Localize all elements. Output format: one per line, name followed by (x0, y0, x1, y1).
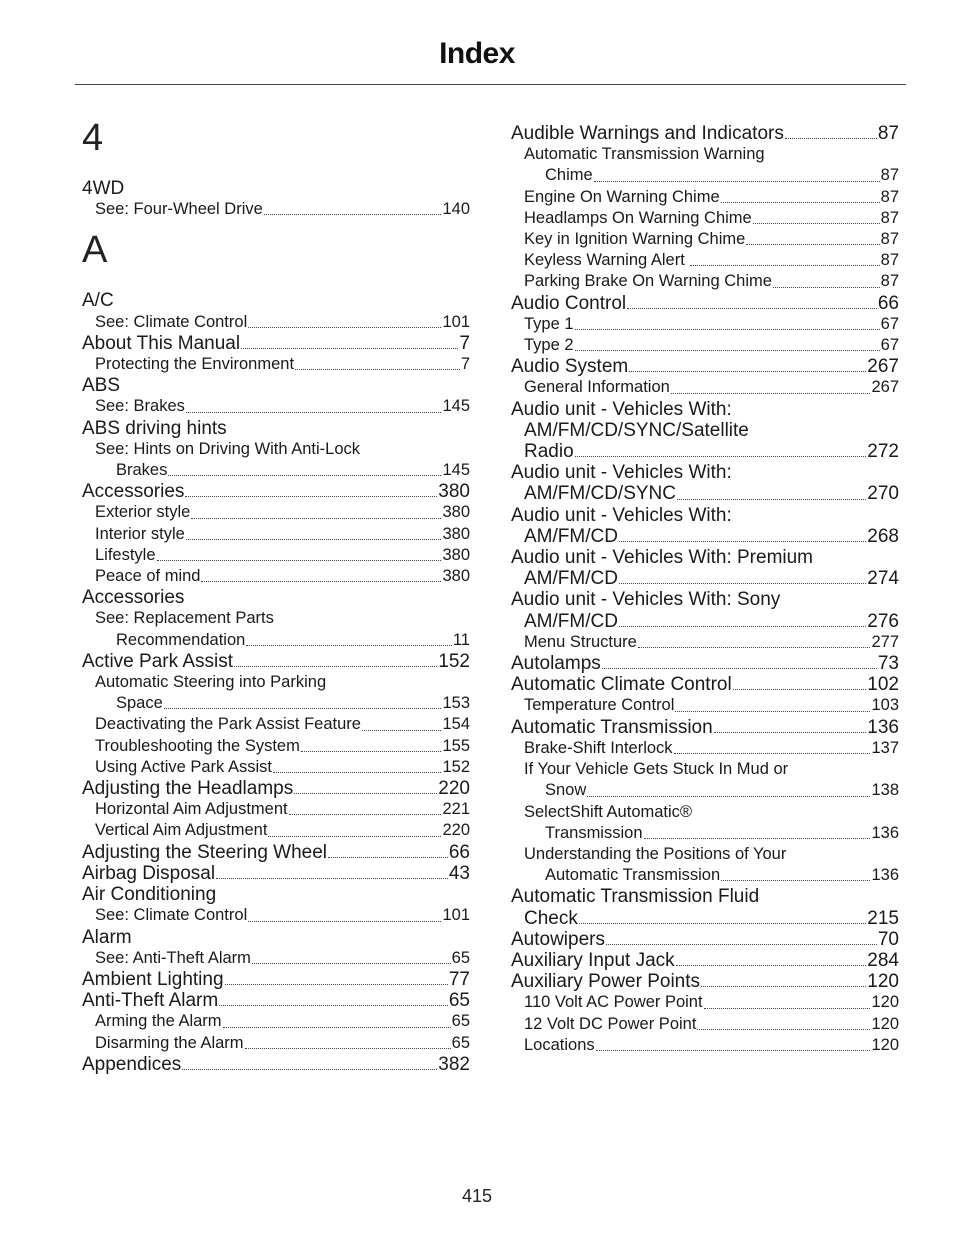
index-entry-accessories: Accessories 380 (82, 481, 470, 503)
index-subentry-brake-shift: Brake-Shift Interlock 137 (511, 738, 899, 759)
index-subentry-arming: Arming the Alarm 65 (82, 1011, 470, 1032)
index-subentry-lifestyle: Lifestyle 380 (82, 545, 470, 566)
index-subentry-4wd-see: See: Four-Wheel Drive 140 (82, 199, 470, 220)
page-ref: 87 (880, 187, 899, 206)
page-ref: 73 (877, 653, 899, 675)
page-ref: 67 (880, 314, 899, 333)
page-ref: 120 (871, 1014, 899, 1033)
page-ref: 136 (867, 716, 899, 738)
page-ref: 87 (880, 272, 899, 291)
index-subentry-12-volt: 12 Volt DC Power Point 120 (511, 1014, 899, 1035)
page-ref: 77 (448, 968, 470, 990)
index-subentry-peace-of-mind: Peace of mind 380 (82, 566, 470, 587)
page-ref: 65 (451, 948, 470, 967)
index-subentry-vertical-aim: Vertical Aim Adjustment 220 (82, 820, 470, 841)
index-subentry-ats-warning: Automatic Transmission Warning Chime 87 (511, 144, 899, 186)
index-entry-audio-unit-premium: Audio unit - Vehicles With: Premium AM/FM/CD 274 (511, 547, 899, 590)
index-entry-anti-theft-alarm: Anti-Theft Alarm 65 (82, 990, 470, 1012)
index-subentry-keyless-warning: Keyless Warning Alert 87 (511, 250, 899, 271)
page-ref: 380 (438, 481, 470, 503)
page-ref: 7 (460, 355, 470, 374)
index-subentry-110-volt: 110 Volt AC Power Point 120 (511, 992, 899, 1013)
page-ref: 267 (871, 378, 899, 397)
page-ref: 11 (452, 630, 470, 649)
index-subentry-key-in-ignition: Key in Ignition Warning Chime 87 (511, 229, 899, 250)
index-entry-about-manual: About This Manual 7 (82, 332, 470, 354)
index-subentry-deactivating: Deactivating the Park Assist Feature 154 (82, 714, 470, 735)
index-subentry-exterior-style: Exterior style 380 (82, 502, 470, 523)
index-subentry-environment: Protecting the Environment 7 (82, 354, 470, 375)
page-ref: 277 (871, 632, 899, 651)
page-ref: 101 (442, 312, 470, 331)
index-subentry-type-1: Type 1 67 (511, 314, 899, 335)
page-ref: 140 (442, 200, 470, 219)
page-ref: 155 (442, 736, 470, 755)
index-subentry-menu-structure: Menu Structure 277 (511, 632, 899, 653)
page-ref: 154 (442, 715, 470, 734)
index-subentry-selectshift: SelectShift Automatic® Transmission 136 (511, 802, 899, 844)
page-ref: 382 (438, 1053, 470, 1075)
index-entry-4wd: 4WD (82, 178, 125, 199)
section-letter-4: 4 (82, 117, 104, 159)
page-ref: 380 (442, 567, 470, 586)
page-ref: 87 (880, 166, 899, 185)
page-ref: 137 (871, 738, 899, 757)
index-subentry-auto-steering: Automatic Steering into Parking Space 153 (82, 672, 470, 714)
index-entry-audio-unit-sync: Audio unit - Vehicles With: AM/FM/CD/SYNC 270 (511, 462, 899, 505)
page-title: Index (439, 37, 515, 70)
index-subentry-locations: Locations 120 (511, 1035, 899, 1056)
index-subentry-abs-hints-see: See: Hints on Driving With Anti-Lock Brakes 145 (82, 439, 470, 481)
index-entry-alarm: Alarm (82, 926, 132, 948)
page-ref: 136 (871, 866, 899, 885)
section-letter-a: A (82, 229, 108, 272)
page-ref: 65 (451, 1012, 470, 1031)
page-ref: 152 (442, 757, 470, 776)
page-ref: 380 (442, 503, 470, 522)
index-subentry-abs-see: See: Brakes 145 (82, 396, 470, 417)
index-column-left (82, 110, 470, 1075)
index-subentry-understanding-positions: Understanding the Positions of Your Automatic Transmission 136 (511, 844, 899, 886)
index-subentry-aircond-see: See: Climate Control 101 (82, 905, 470, 926)
title-divider (75, 84, 906, 85)
page-ref: 215 (867, 907, 899, 929)
index-entry-ambient-lighting: Ambient Lighting 77 (82, 968, 470, 990)
index-entry-audio-system: Audio System 267 (511, 356, 899, 378)
page-ref: 220 (442, 821, 470, 840)
index-subentry-temperature-control: Temperature Control 103 (511, 695, 899, 716)
page-number: 415 (461, 1186, 493, 1206)
page-ref: 270 (867, 483, 899, 505)
page-ref: 220 (438, 778, 470, 800)
index-entry-audio-unit-cd: Audio unit - Vehicles With: AM/FM/CD 268 (511, 504, 899, 547)
index-entry-aux-power-points: Auxiliary Power Points 120 (511, 971, 899, 993)
page-ref: 101 (442, 906, 470, 925)
page-ref: 145 (442, 397, 470, 416)
page-ref: 67 (880, 336, 899, 355)
index-entry-audio-unit-satellite: Audio unit - Vehicles With: AM/FM/CD/SYNC/Satellite Radio 272 (511, 398, 899, 463)
page-ref: 152 (438, 650, 470, 672)
index-subentry-engine-on: Engine On Warning Chime 87 (511, 187, 899, 208)
index-subentry-headlamps-on: Headlamps On Warning Chime 87 (511, 208, 899, 229)
page-ref: 65 (451, 1033, 470, 1052)
index-entry-autolamps: Autolamps 73 (511, 653, 899, 675)
page-ref: 145 (442, 461, 470, 480)
index-entry-abs: ABS (82, 375, 121, 397)
page-ref: 276 (867, 610, 899, 632)
page-ref: 87 (880, 251, 899, 270)
page-ref: 272 (867, 441, 899, 463)
index-entry-audio-control: Audio Control 66 (511, 292, 899, 314)
index-entry-adjusting-steering: Adjusting the Steering Wheel 66 (82, 841, 470, 863)
index-entry-air-conditioning: Air Conditioning (82, 884, 217, 906)
index-subentry-general-info: General Information 267 (511, 377, 899, 398)
index-subentry-troubleshooting: Troubleshooting the System 155 (82, 736, 470, 757)
page-ref: 120 (871, 1035, 899, 1054)
page-ref: 284 (867, 949, 899, 971)
page-ref: 66 (448, 841, 470, 863)
page-ref: 70 (877, 928, 899, 950)
page-ref: 7 (459, 332, 470, 354)
index-entry-appendices: Appendices 382 (82, 1053, 470, 1075)
page-ref: 221 (442, 800, 470, 819)
index-subentry-horizontal-aim: Horizontal Aim Adjustment 221 (82, 799, 470, 820)
page-ref: 103 (871, 696, 899, 715)
index-entry-audible-warnings: Audible Warnings and Indicators 87 (511, 123, 899, 144)
page-ref: 138 (871, 781, 899, 800)
index-subentry-interior-style: Interior style 380 (82, 524, 470, 545)
index-entry-airbag-disposal: Airbag Disposal 43 (82, 862, 470, 884)
index-entry-auto-transmission: Automatic Transmission 136 (511, 716, 899, 738)
page-ref: 380 (442, 524, 470, 543)
index-column-right (511, 123, 899, 1056)
page-ref: 65 (448, 990, 470, 1012)
index-subentry-disarming: Disarming the Alarm 65 (82, 1033, 470, 1054)
page-ref: 102 (867, 674, 899, 696)
index-entry-autowipers: Autowipers 70 (511, 928, 899, 950)
index-subentry-parking-brake: Parking Brake On Warning Chime 87 (511, 271, 899, 292)
page-ref: 136 (871, 823, 899, 842)
index-entry-aux-input-jack: Auxiliary Input Jack 284 (511, 949, 899, 971)
page-ref: 87 (880, 230, 899, 249)
page-ref: 120 (867, 971, 899, 993)
index-subentry-type-2: Type 2 67 (511, 335, 899, 356)
index-entry-auto-climate: Automatic Climate Control 102 (511, 674, 899, 696)
index-entry-abs-hints: ABS driving hints (82, 417, 227, 439)
page-ref: 267 (867, 356, 899, 378)
page-ref: 43 (448, 862, 470, 884)
page-ref: 87 (880, 208, 899, 227)
index-subentry-ac-see: See: Climate Control 101 (82, 312, 470, 333)
page-ref: 87 (877, 123, 899, 144)
index-subentry-using-apa: Using Active Park Assist 152 (82, 757, 470, 778)
index-entry-ac: A/C (82, 290, 114, 312)
index-subentry-alarm-see: See: Anti-Theft Alarm 65 (82, 948, 470, 969)
page-ref: 66 (877, 292, 899, 314)
index-entry-atf-check: Automatic Transmission Fluid Check 215 (511, 886, 899, 929)
index-subentry-replacement-parts: See: Replacement Parts Recommendation 11 (82, 608, 470, 650)
index-entry-audio-unit-sony: Audio unit - Vehicles With: Sony AM/FM/CD 276 (511, 589, 899, 632)
index-entry-accessories-2: Accessories (82, 587, 185, 609)
page-ref: 268 (867, 525, 899, 547)
index-entry-adjusting-headlamps: Adjusting the Headlamps 220 (82, 778, 470, 800)
index-entry-active-park-assist: Active Park Assist 152 (82, 650, 470, 672)
page-ref: 153 (442, 694, 470, 713)
page-ref: 120 (871, 993, 899, 1012)
page-ref: 380 (442, 545, 470, 564)
page-ref: 274 (867, 568, 899, 590)
index-subentry-stuck-in-mud: If Your Vehicle Gets Stuck In Mud or Snow 138 (511, 759, 899, 801)
